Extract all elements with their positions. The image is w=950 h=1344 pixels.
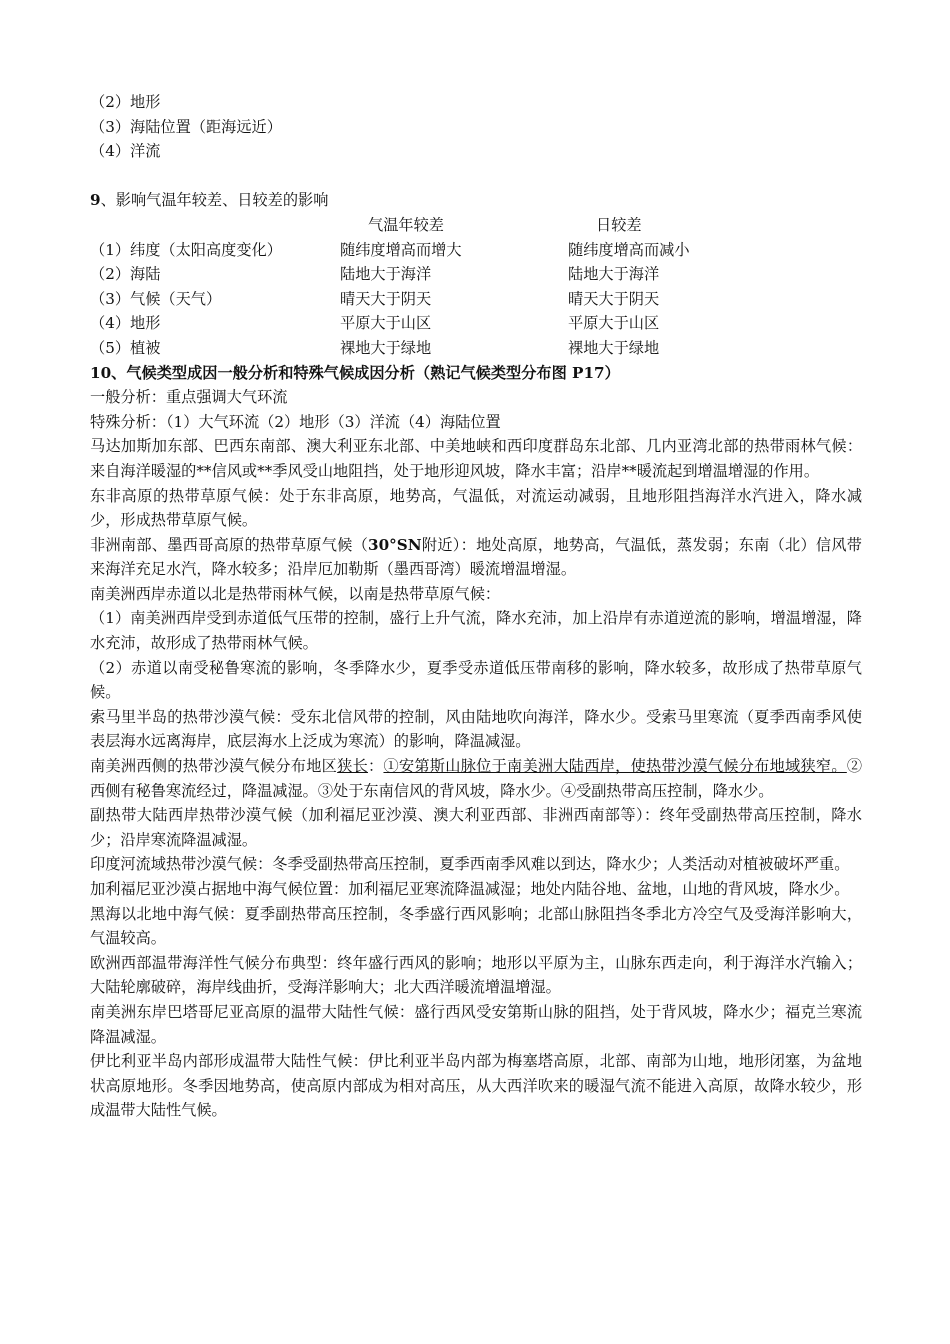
row-daily: 平原大于山区 xyxy=(568,314,660,333)
row-factor: （3）气候（天气） xyxy=(90,289,222,308)
paragraph-rainforest-north: （1）南美洲西岸受到赤道低气压带的控制，盛行上升气流，降水充沛，加上沿岸有赤道逆流的影响，增温增湿，降水充沛，故形成了热带雨林气候。 xyxy=(90,609,862,653)
paragraph-somali-desert: 索马里半岛的热带沙漠气候：受东北信风带的控制，风由陆地吹向海洋，降水少。受索马里寒流（夏季西南季风使表层海水远离海岸，底层海水上泛成为寒流）的影响，降温减湿。 xyxy=(90,707,862,751)
text-span: 南美洲西侧的热带沙漠气候分布地区 xyxy=(90,757,338,776)
header-daily-range: 日较差 xyxy=(596,215,642,234)
section-10-heading: 10、气候类型成因一般分析和特殊气候成因分析（熟记气候类型分布图 P17） xyxy=(90,363,620,382)
factor-land-sea-position: （3）海陆位置（距海远近） xyxy=(90,117,282,136)
paragraph-southern-africa-savanna xyxy=(90,533,862,582)
text-span: ： xyxy=(368,757,384,776)
text-span: 附近）：地处高原，地势高，气温低，蒸发弱；东南（北）信风带来海洋充足水汽，降水较多；沿岸厄加勒斯（墨西哥湾）暖流增温增湿。 xyxy=(90,535,862,579)
document-page xyxy=(90,90,862,1123)
table-row xyxy=(90,287,862,312)
row-annual: 晴天大于阴天 xyxy=(340,289,432,308)
factor-terrain: （2）地形 xyxy=(90,93,161,111)
header-annual-range: 气温年较差 xyxy=(368,215,444,234)
section-9-title: 、影响气温年较差、日较差的影响 xyxy=(100,191,329,210)
text-span: ②西侧有秘鲁寒流经过，降温减湿。③处于东南信风的背风坡，降水少。④受副热带高压控制，降水少。 xyxy=(90,757,863,800)
paragraph-california-desert: 加利福尼亚沙漠占据地中海气候位置：加利福尼亚寒流降温减湿；地处内陆谷地、盆地，山地的背风坡，降水少。 xyxy=(90,880,850,898)
paragraph-atacama-desert xyxy=(90,754,862,803)
row-daily: 晴天大于阴天 xyxy=(568,289,660,308)
row-annual: 随纬度增高而增大 xyxy=(340,240,462,259)
row-factor: （4）地形 xyxy=(90,314,161,333)
row-daily: 裸地大于绿地 xyxy=(568,338,660,357)
general-analysis: 一般分析：重点强调大气环流 xyxy=(90,388,288,407)
paragraph-iberia-continental: 伊比利亚半岛内部形成温带大陆性气候：伊比利亚半岛内部为梅塞塔高原，北部、南部为山地，地形闭塞，为盆地状高原地形。冬季因地势高，使高原内部成为相对高压，从大西洋吹来的暖湿气流不能进入高原，故降水较少，形成温带大陆性气候。 xyxy=(90,1052,862,1120)
table-row xyxy=(90,238,862,263)
paragraph-subtropical-west-coast-desert: 副热带大陆西岸热带沙漠气候（加利福尼亚沙漠、澳大利亚西部、非洲西南部等）：终年受副热带高压控制，降水少；沿岸寒流降温减湿。 xyxy=(90,806,862,849)
paragraph-black-sea-mediterranean: 黑海以北地中海气候：夏季副热带高压控制，冬季盛行西风影响；北部山脉阻挡冬季北方冷空气及受海洋影响大，气温较高。 xyxy=(90,904,862,948)
paragraph-east-africa-savanna: 东非高原的热带草原气候：处于东非高原，地势高，气温低，对流运动减弱，且地形阻挡海洋水汽进入，降水减少，形成热带草原气候。 xyxy=(90,486,862,530)
header-blank xyxy=(90,213,340,238)
row-daily: 陆地大于海洋 xyxy=(568,265,660,284)
row-annual: 陆地大于海洋 xyxy=(340,265,432,284)
section-9-number: 9 xyxy=(90,191,101,210)
paragraph-south-america-west-coast: 南美洲西岸赤道以北是热带雨林气候，以南是热带草原气候： xyxy=(90,584,501,603)
spacer xyxy=(90,164,862,189)
row-factor: （1）纬度（太阳高度变化） xyxy=(90,240,282,259)
paragraph-western-europe-maritime: 欧洲西部温带海洋性气候分布典型：终年盛行西风的影响；地形以平原为主，山脉东西走向，利于海洋水汽输入；大陆轮廓破碎，海岸线曲折，受海洋影响大；北大西洋暖流增温增湿。 xyxy=(90,953,862,997)
row-annual: 裸地大于绿地 xyxy=(340,338,432,357)
text-span: 非洲南部、墨西哥高原的热带草原气候（ xyxy=(90,535,369,554)
paragraph-patagonia-continental: 南美洲东岸巴塔哥尼亚高原的温带大陆性气候：盛行西风受安第斯山脉的阻挡，处于背风坡，降水少；福克兰寒流降温减湿。 xyxy=(90,1002,862,1046)
table-row xyxy=(90,262,862,287)
underlined-andes-reason: ①安第斯山脉位于南美洲大陆西岸，使热带沙漠气候分布地域狭窄。 xyxy=(383,757,847,776)
paragraph-indus-desert: 印度河流域热带沙漠气候：冬季受副热带高压控制，夏季西南季风难以到达，降水少；人类活动对植被破坏严重。 xyxy=(90,855,850,874)
row-factor: （2）海陆 xyxy=(90,265,161,284)
range-table-header xyxy=(90,213,862,238)
row-annual: 平原大于山区 xyxy=(340,314,432,333)
latitude-hemispheres: SN xyxy=(396,535,422,554)
row-daily: 随纬度增高而减小 xyxy=(568,240,690,259)
factor-ocean-current: （4）洋流 xyxy=(90,142,161,161)
latitude-value: 30° xyxy=(368,535,397,554)
table-row xyxy=(90,311,862,336)
paragraph-tropical-rainforest: 马达加斯加东部、巴西东南部、澳大利亚东北部、中美地峡和西印度群岛东北部、几内亚湾北部的热带雨林气候：来自海洋暖湿的**信风或**季风受山地阻挡，处于地形迎风坡，降水丰富；沿岸**暖流起到增温增湿的作用。 xyxy=(90,437,862,480)
table-row xyxy=(90,336,862,361)
row-factor: （5）植被 xyxy=(90,338,161,357)
special-analysis: 特殊分析：（1）大气环流（2）地形（3）洋流（4）海陆位置 xyxy=(90,412,501,431)
underlined-narrow: 狭长 xyxy=(337,757,369,776)
section-9-heading xyxy=(90,188,862,213)
paragraph-savanna-south: （2）赤道以南受秘鲁寒流的影响，冬季降水少，夏季受赤道低压带南移的影响，降水较多，故形成了热带草原气候。 xyxy=(90,658,862,702)
